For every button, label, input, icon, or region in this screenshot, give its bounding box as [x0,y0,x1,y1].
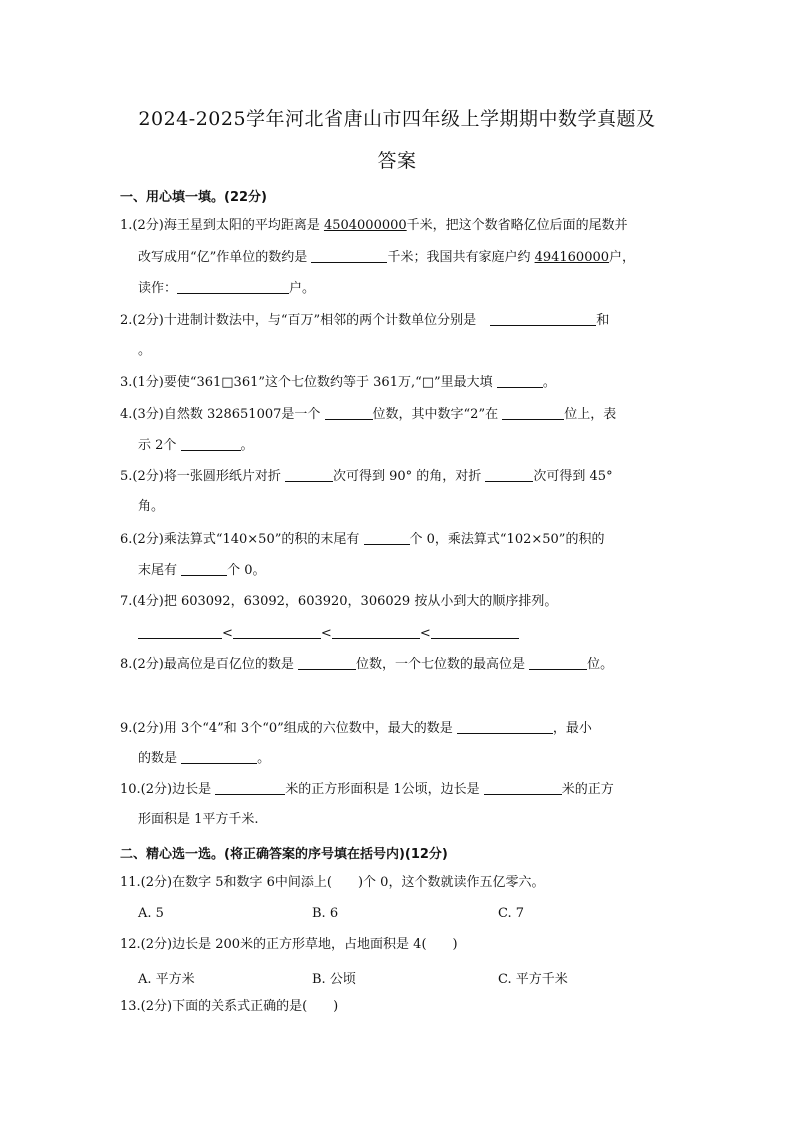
answer-blank[interactable] [181,750,257,764]
q11-option-b[interactable]: B. 6 [312,906,339,921]
q12-option-c[interactable]: C. 平方千米 [498,972,568,987]
answer-blank[interactable] [497,374,543,388]
question-10-line-2: 形面积是 1平方千米. [138,812,259,827]
question-2-line-2: 。 [138,343,152,358]
question-2-line-1: 2.(2分)十进制计数法中，与“百万”相邻的两个计数单位分别是 和 [120,313,610,328]
answer-blank[interactable] [364,531,410,545]
question-9-line-1: 9.(2分)用 3个“4”和 3个“0”组成的六位数中，最大的数是 ，最小 [120,721,592,736]
answer-blank[interactable] [485,468,533,482]
answer-blank[interactable] [181,437,241,451]
question-13: 13.(2分)下面的关系式正确的是( ) [120,999,339,1014]
answer-blank[interactable] [311,249,387,263]
question-1-line-3: 读作： 户。 [138,281,316,296]
answer-blank[interactable] [484,781,562,795]
question-11: 11.(2分)在数字 5和数字 6中间添上( )个 0，这个数就读作五亿零六。 [120,875,545,890]
answer-blank[interactable] [490,312,596,326]
answer-blank[interactable] [138,625,222,639]
question-5-line-2: 角。 [138,499,165,514]
q11-option-a[interactable]: A. 5 [138,906,164,921]
answer-blank[interactable] [177,280,289,294]
question-9-line-2: 的数是 。 [138,751,271,766]
number-underlined: 494160000 [534,250,610,265]
question-10-line-1: 10.(2分)边长是 米的正方形面积是 1公顷，边长是 米的正方 [120,782,614,797]
answer-blank[interactable] [529,656,587,670]
answer-blank[interactable] [325,406,373,420]
answer-blank[interactable] [502,406,564,420]
question-7-line-1: 7.(4分)把 603092，63092，603920，306029 按从小到大的顺序排列。 [120,594,558,609]
document-title-line-1: 2024-2025学年河北省唐山市四年级上学期期中数学真题及 [138,108,656,130]
question-7-ordering-blanks: < < < [138,625,519,642]
q12-option-b[interactable]: B. 公顷 [312,972,356,987]
number-underlined: 4504000000 [323,218,407,233]
answer-blank[interactable] [215,781,285,795]
question-6-line-2: 末尾有 个 0。 [138,563,266,578]
answer-blank[interactable] [233,625,321,639]
question-1-line-2: 改写成用“亿”作单位的数约是 千米；我国共有家庭户约 494160000户， [138,250,636,265]
answer-blank[interactable] [285,468,333,482]
answer-blank[interactable] [298,656,356,670]
question-3: 3.(1分)要使“361□361”这个七位数约等于 361万,“□”里最大填 。 [120,375,556,390]
section-heading-fill-in: 一、用心填一填。(22分) [120,190,267,205]
answer-blank[interactable] [332,625,420,639]
answer-blank[interactable] [457,720,553,734]
question-4-line-2: 示 2个 。 [138,438,254,453]
answer-blank[interactable] [181,562,227,576]
q11-option-c[interactable]: C. 7 [498,906,525,921]
section-heading-multiple-choice: 二、精心选一选。(将正确答案的序号填在括号内)(12分) [120,847,448,862]
question-12: 12.(2分)边长是 200米的正方形草地，占地面积是 4( ) [120,937,458,952]
question-4-line-1: 4.(3分)自然数 328651007是一个 位数，其中数字“2”在 位上，表 [120,407,617,422]
document-title-line-2: 答案 [377,150,417,172]
question-6-line-1: 6.(2分)乘法算式“140×50”的积的末尾有 个 0，乘法算式“102×50”的积的 [120,532,605,547]
q12-option-a[interactable]: A. 平方米 [138,972,195,987]
question-1-line-1: 1.(2分)海王星到太阳的平均距离是 4504000000千米，把这个数省略亿位后面的尾数并 [120,218,628,233]
question-8: 8.(2分)最高位是百亿位的数是 位数，一个七位数的最高位是 位。 [120,657,614,672]
answer-blank[interactable] [431,625,519,639]
question-5-line-1: 5.(2分)将一张圆形纸片对折 次可得到 90° 的角，对折 次可得到 45° [120,469,613,484]
